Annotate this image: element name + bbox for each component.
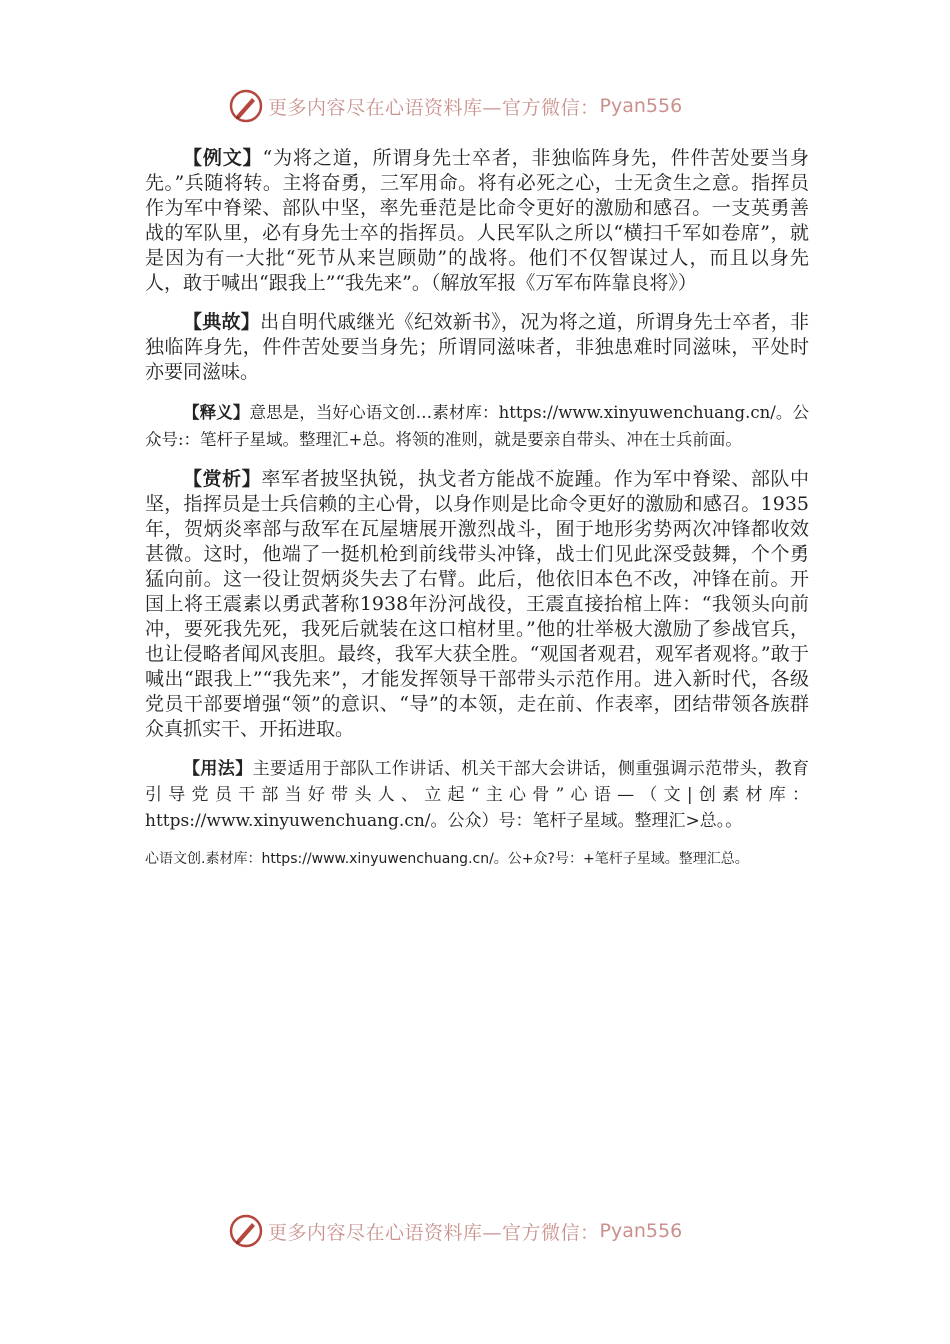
usage-paragraph (145, 756, 809, 834)
example-text: “为将之道，所谓身先士卒者，非独临阵身先，件件苦处要当身先。”兵随将转。主将奋勇，三军用命。将有必死之心，士无贪生之意。指挥员作为军中脊梁、部队中坚，率先垂范是比命令更好的激励和感召。一支英勇善战的军队里，必有身先士卒的指挥员。人民军队之所以“横扫千军如卷席”，就是因为有一大批“死节从来岂顾勋”的战将。他们不仅智谋过人，而且以身先人，敢于喊出“跟我上”“我先来”。（解放军报《万军布阵靠良将》） (145, 147, 809, 294)
meaning-tag: 【释义】 (183, 403, 250, 422)
allusion-text: 出自明代戚继光《纪效新书》，况为将之道，所谓身先士卒者，非独临阵身先，件件苦处要当身先；所谓同滋味者，非独患难时同滋味，平处时亦要同滋味。 (145, 311, 809, 383)
banner-wechat-id: Pyan556 (599, 1220, 683, 1242)
meaning-paragraph (145, 399, 809, 453)
pen-logo-icon (228, 88, 264, 124)
meaning-text: 意思是，当好心语文创…素材库：https://www.xinyuwenchuang.cn/。公众号:：笔杆子星域。整理汇+总。将领的准则，就是要亲自带头、冲在士兵前面。 (145, 403, 809, 449)
article-body (145, 146, 809, 870)
usage-text: 主要适用于部队工作讲话、机关干部大会讲话，侧重强调示范带头，教育引导党员干部当好带头人、立起“主心骨”心语—（文|创素材库：https://www.xinyuwenchuang.cn/。公众）号：笔杆子星域。整理汇>总。。 (145, 759, 810, 831)
analysis-paragraph (145, 467, 809, 742)
analysis-tag: 【赏析】 (183, 468, 262, 490)
banner-text: 更多内容尽在心语资料库—官方微信： (268, 96, 600, 119)
example-paragraph (145, 146, 809, 296)
usage-tag: 【用法】 (183, 759, 253, 779)
footer-banner (0, 1211, 950, 1251)
example-tag: 【例文】 (183, 147, 263, 169)
analysis-text: 率军者披坚执锐，执戈者方能战不旋踵。作为军中脊梁、部队中坚，指挥员是士兵信赖的主心骨，以身作则是比命令更好的激励和感召。1935年，贺炳炎率部与敌军在瓦屋塘展开激烈战斗，囿于地形劣势两次冲锋都收效甚微。这时，他端了一挺机枪到前线带头冲锋，战士们见此深受鼓舞，个个勇猛向前。这一役让贺炳炎失去了右臂。此后，他依旧本色不改，冲锋在前。开国上将王震素以勇武著称1938年汾河战役，王震直接抬棺上阵：“我领头向前冲，要死我先死，我死后就装在这口棺材里。”他的壮举极大激励了参战官兵，也让侵略者闻风丧胆。最终，我军大获全胜。“观国者观君，观军者观将。”敢于喊出“跟我上”“我先来”，才能发挥领导干部带头示范作用。进入新时代，各级党员干部要增强“领”的意识、“导”的本领，走在前、作表率，团结带领各族群众真抓实干、开拓进取。 (145, 468, 809, 740)
banner-text: 更多内容尽在心语资料库—官方微信： (268, 1221, 600, 1244)
allusion-tag: 【典故】 (183, 311, 261, 333)
allusion-paragraph (145, 310, 809, 385)
source-footnote: 心语文创.素材库：https://www.xinyuwenchuang.cn/。公+众?号：+笔杆子星域。整理汇总。 (145, 851, 749, 867)
pen-logo-icon (228, 1213, 264, 1249)
header-banner (0, 86, 950, 126)
banner-wechat-id: Pyan556 (599, 95, 683, 117)
